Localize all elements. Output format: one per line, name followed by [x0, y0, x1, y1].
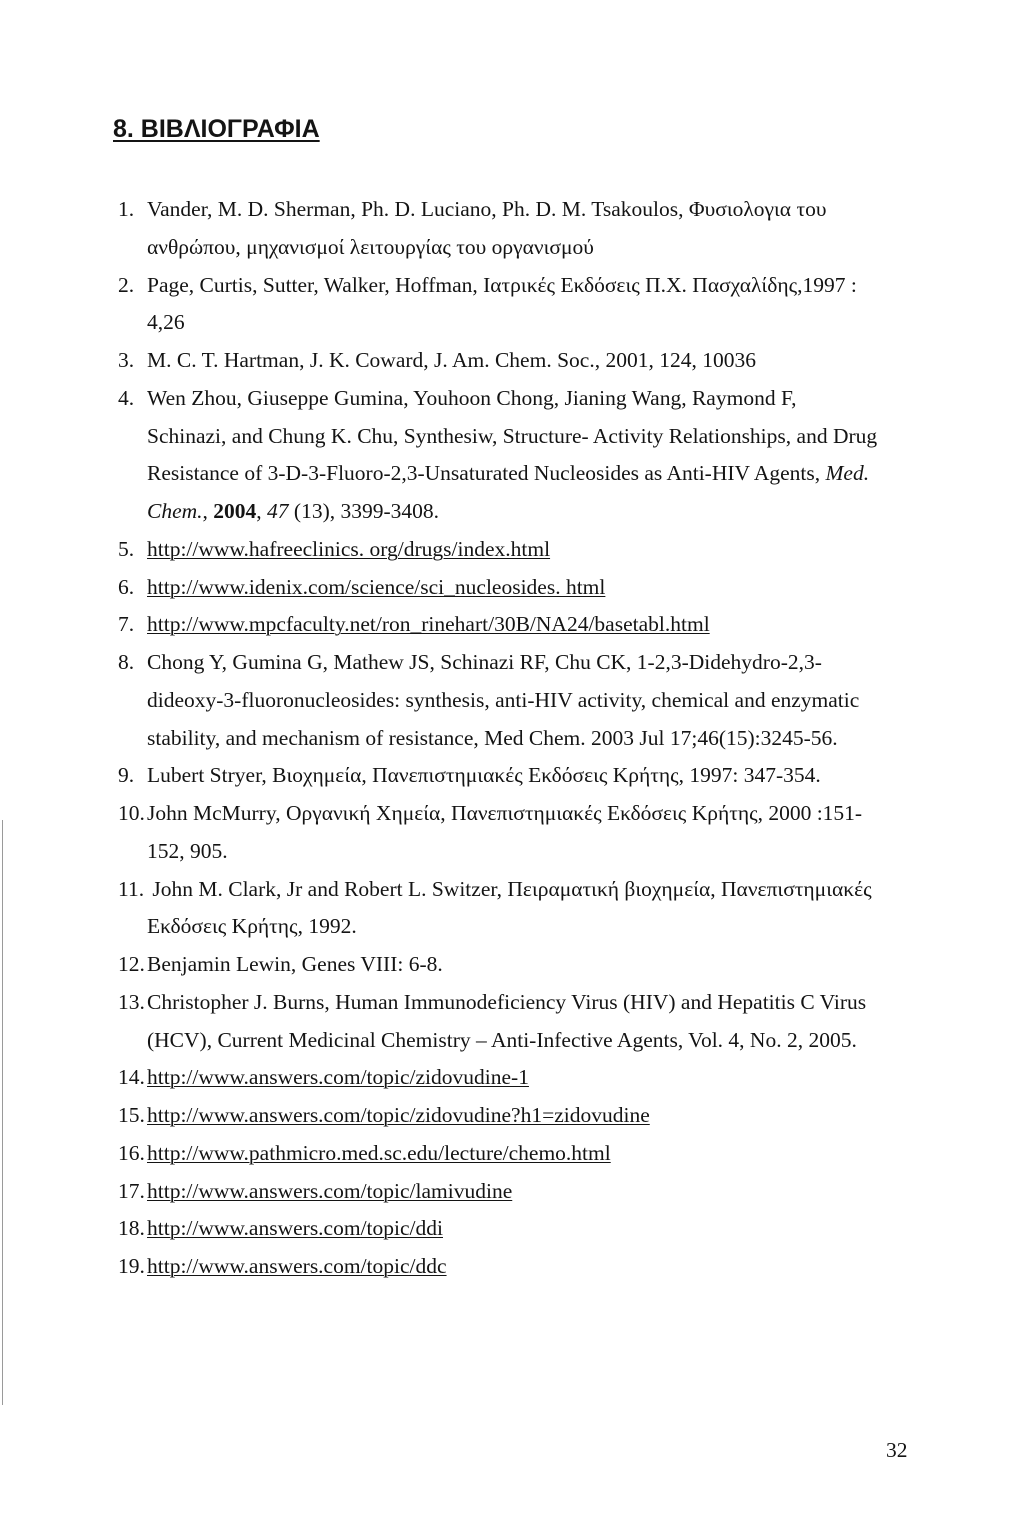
reference-item — [0, 1135, 1000, 1173]
reference-item — [0, 1173, 1000, 1211]
reference-link: http://www.answers.com/topic/zidovudine?h1=zidovudine — [147, 1103, 650, 1127]
reference-italic-text: Chem. — [147, 499, 203, 523]
reference-line — [0, 908, 1000, 946]
reference-italic-text: 47 — [267, 499, 289, 523]
reference-text: John McMurry, Οργανική Χημεία, Πανεπιστημιακές Εκδόσεις Κρήτης, 2000 :151- — [147, 801, 863, 825]
reference-number: 11. — [118, 876, 145, 901]
reference-line — [0, 757, 1000, 795]
reference-bold-text: 2004 — [213, 499, 257, 523]
reference-line — [0, 569, 1000, 607]
reference-line — [0, 493, 1000, 531]
reference-item — [0, 569, 1000, 607]
reference-text: Benjamin Lewin, Genes VIII: 6-8. — [147, 952, 443, 976]
reference-number: 15. — [118, 1103, 145, 1127]
reference-number: 19. — [118, 1254, 145, 1278]
reference-text: 152, 905. — [147, 838, 228, 863]
reference-text: Vander, M. D. Sherman, Ph. D. Luciano, Ph. D. M. Tsakoulos, Φυσιολογια του — [147, 197, 827, 221]
reference-item — [0, 380, 1000, 531]
reference-line — [0, 644, 1000, 682]
reference-item — [0, 757, 1000, 795]
reference-text: (HCV), Current Medicinal Chemistry – Anti-Infective Agents, Vol. 4, No. 2, 2005. — [147, 1027, 857, 1052]
reference-text: stability, and mechanism of resistance, Med Chem. 2003 Jul 17;46(15):3245-56. — [147, 725, 838, 750]
page-number: 32 — [886, 1438, 908, 1462]
reference-text: , — [202, 499, 214, 523]
reference-text: (13), 3399-3408. — [288, 499, 440, 523]
reference-text: Lubert Stryer, Βιοχημεία, Πανεπιστημιακές Εκδόσεις Κρήτης, 1997: 347-354. — [147, 763, 821, 788]
reference-text: , — [256, 499, 268, 523]
reference-item — [0, 1210, 1000, 1248]
reference-number: 17. — [118, 1178, 145, 1203]
reference-line — [0, 833, 1000, 871]
reference-item — [0, 795, 1000, 871]
reference-text: Page, Curtis, Sutter, Walker, Hoffman, Ιατρικές Εκδόσεις Π.Χ. Πασχαλίδης,1997 : — [147, 272, 857, 297]
reference-item — [0, 984, 1000, 1060]
scan-edge-line — [2, 820, 3, 1405]
reference-link: http://www.idenix.com/science/sci_nucleosides. html — [147, 574, 606, 599]
reference-line — [0, 1210, 1000, 1248]
reference-item — [0, 871, 1000, 947]
reference-item — [0, 946, 1000, 984]
reference-line — [0, 380, 1000, 418]
reference-item — [0, 1097, 1000, 1135]
reference-number: 6. — [118, 574, 135, 599]
reference-line — [0, 720, 1000, 758]
reference-line — [0, 1248, 1000, 1286]
reference-number: 16. — [118, 1140, 145, 1165]
reference-text: 4,26 — [147, 310, 185, 335]
reference-number: 4. — [118, 385, 135, 410]
reference-text: Εκδόσεις Κρήτης, 1992. — [147, 914, 357, 939]
reference-text: John M. Clark, Jr and Robert L. Switzer, Πειραματική βιοχημεία, Πανεπιστημιακές — [147, 876, 872, 901]
reference-line — [0, 946, 1000, 984]
reference-number: 9. — [118, 763, 135, 788]
reference-line — [0, 984, 1000, 1022]
reference-line — [0, 871, 1000, 909]
reference-number: 7. — [118, 612, 135, 637]
reference-text: M. C. T. Hartman, J. K. Coward, J. Am. Chem. Soc., 2001, 124, 10036 — [147, 348, 756, 372]
reference-line — [0, 1059, 1000, 1097]
reference-item — [0, 267, 1000, 343]
reference-line — [0, 1022, 1000, 1060]
reference-link: http://www.pathmicro.med.sc.edu/lecture/chemo.html — [147, 1140, 611, 1165]
reference-text: Resistance of 3-D-3-Fluoro-2,3-Unsaturated Nucleosides as Anti-HIV Agents, — [147, 461, 826, 486]
reference-item — [0, 342, 1000, 380]
reference-number: 18. — [118, 1216, 145, 1241]
reference-link: http://www.answers.com/topic/ddc — [147, 1254, 447, 1278]
reference-item — [0, 1059, 1000, 1097]
reference-item — [0, 191, 1000, 267]
reference-item — [0, 531, 1000, 569]
reference-item — [0, 644, 1000, 757]
reference-text: Chong Y, Gumina G, Mathew JS, Schinazi RF, Chu CK, 1-2,3-Didehydro-2,3- — [147, 650, 822, 674]
reference-line — [0, 531, 1000, 569]
reference-number: 13. — [118, 989, 145, 1014]
reference-line — [0, 1173, 1000, 1211]
reference-line — [0, 455, 1000, 493]
reference-text: dideoxy-3-fluoronucleosides: synthesis, anti-HIV activity, chemical and enzymatic — [147, 687, 860, 712]
reference-line — [0, 795, 1000, 833]
reference-line — [0, 1097, 1000, 1135]
reference-link: http://www.answers.com/topic/lamivudine — [147, 1178, 513, 1203]
reference-line — [0, 191, 1000, 229]
reference-link: http://www.answers.com/topic/ddi — [147, 1216, 443, 1241]
bibliography-list — [0, 191, 1000, 1286]
reference-link: http://www.answers.com/topic/zidovudine-1 — [147, 1065, 529, 1090]
reference-number: 2. — [118, 272, 135, 297]
reference-number: 12. — [118, 952, 145, 976]
reference-link: http://www.mpcfaculty.net/ron_rinehart/30B/NA24/basetabl.html — [147, 612, 710, 637]
reference-line — [0, 1135, 1000, 1173]
section-heading: 8. ΒΙΒΛΙΟΓΡΑΦΙΑ — [113, 115, 320, 143]
reference-line — [0, 682, 1000, 720]
reference-text: Wen Zhou, Giuseppe Gumina, Youhoon Chong, Jianing Wang, Raymond F, — [147, 385, 797, 410]
reference-text: ανθρώπου, μηχανισμοί λειτουργίας του οργανισμού — [147, 234, 594, 259]
reference-text: Schinazi, and Chung K. Chu, Synthesiw, Structure- Activity Relationships, and Drug — [147, 423, 878, 448]
reference-number: 5. — [118, 536, 135, 561]
reference-number: 10. — [118, 801, 145, 825]
reference-line — [0, 342, 1000, 380]
reference-number: 3. — [118, 348, 135, 372]
reference-link: http://www.hafreeclinics. org/drugs/index.html — [147, 536, 551, 561]
reference-text: Christopher J. Burns, Human Immunodeficiency Virus (HIV) and Hepatitis C Virus — [147, 989, 867, 1014]
reference-line — [0, 267, 1000, 305]
reference-number: 1. — [118, 197, 135, 221]
reference-line — [0, 229, 1000, 267]
reference-item — [0, 1248, 1000, 1286]
reference-item — [0, 606, 1000, 644]
reference-line — [0, 606, 1000, 644]
reference-line — [0, 304, 1000, 342]
reference-italic-text: Med. — [825, 461, 870, 486]
reference-number: 8. — [118, 650, 135, 674]
reference-line — [0, 418, 1000, 456]
reference-number: 14. — [118, 1065, 145, 1090]
